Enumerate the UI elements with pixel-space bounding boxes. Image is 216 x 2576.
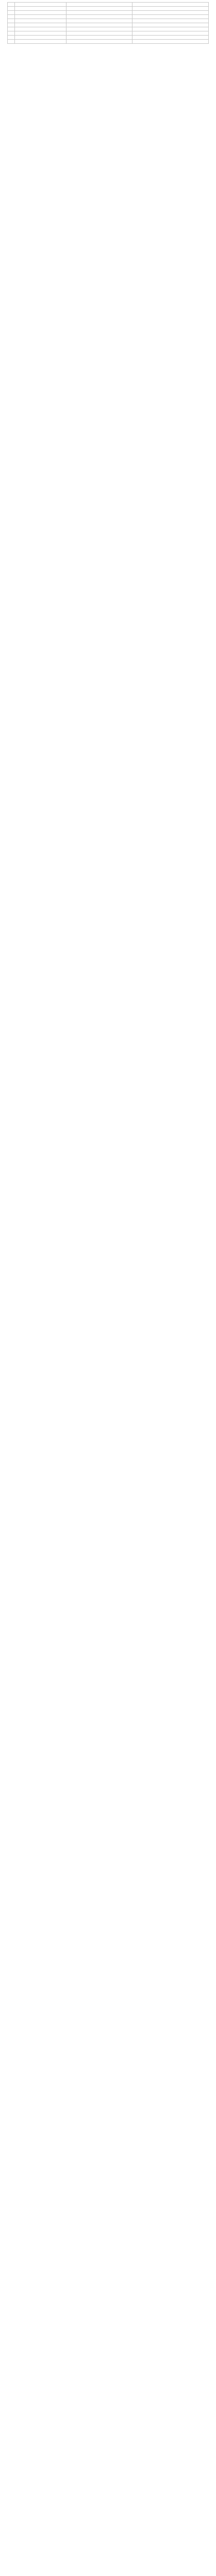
note-cell bbox=[132, 40, 209, 43]
table-row bbox=[8, 19, 209, 23]
name-cell bbox=[15, 27, 67, 31]
detail-cell bbox=[67, 23, 132, 27]
table-row bbox=[8, 11, 209, 15]
detail-cell bbox=[67, 40, 132, 43]
detail-cell bbox=[67, 7, 132, 10]
note-cell bbox=[132, 7, 209, 10]
row-number bbox=[8, 7, 15, 10]
row-number bbox=[8, 31, 15, 35]
detail-cell bbox=[67, 31, 132, 35]
detail-cell bbox=[67, 3, 132, 6]
table-row bbox=[8, 15, 209, 19]
row-number bbox=[8, 11, 15, 14]
row-number bbox=[8, 36, 15, 39]
table-row bbox=[8, 31, 209, 36]
row-number bbox=[8, 40, 15, 43]
name-cell bbox=[15, 15, 67, 19]
table-row bbox=[8, 40, 209, 44]
name-cell bbox=[15, 40, 67, 43]
name-cell bbox=[15, 7, 67, 10]
row-number bbox=[8, 19, 15, 23]
note-cell bbox=[132, 23, 209, 27]
note-cell bbox=[132, 11, 209, 14]
note-cell bbox=[132, 31, 209, 35]
name-cell bbox=[15, 23, 67, 27]
name-cell bbox=[15, 36, 67, 39]
name-cell bbox=[15, 11, 67, 14]
row-number bbox=[8, 15, 15, 19]
row-number bbox=[8, 27, 15, 31]
detail-cell bbox=[67, 19, 132, 23]
detail-cell bbox=[67, 11, 132, 14]
detail-cell bbox=[67, 36, 132, 39]
table-row bbox=[8, 23, 209, 27]
table-row bbox=[8, 3, 209, 7]
table-row bbox=[8, 27, 209, 31]
row-number bbox=[8, 3, 15, 6]
table-row bbox=[8, 36, 209, 40]
data-table bbox=[7, 2, 209, 44]
note-cell bbox=[132, 15, 209, 19]
table-row bbox=[8, 7, 209, 11]
note-cell bbox=[132, 36, 209, 39]
row-number bbox=[8, 23, 15, 27]
note-cell bbox=[132, 3, 209, 6]
detail-cell bbox=[67, 27, 132, 31]
note-cell bbox=[132, 27, 209, 31]
note-cell bbox=[132, 19, 209, 23]
detail-cell bbox=[67, 15, 132, 19]
name-cell bbox=[15, 19, 67, 23]
name-cell bbox=[15, 3, 67, 6]
name-cell bbox=[15, 31, 67, 35]
